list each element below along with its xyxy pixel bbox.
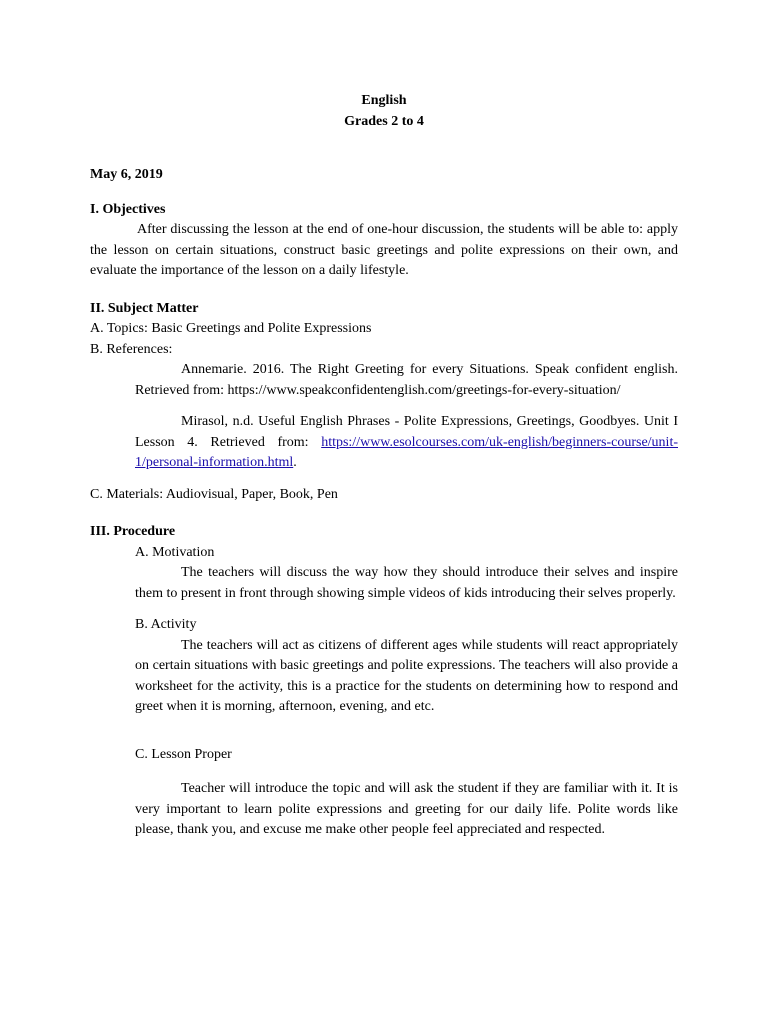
subject-matter-heading: II. Subject Matter: [90, 300, 199, 316]
topics-line: A. Topics: Basic Greetings and Polite Expressions: [90, 321, 372, 336]
motivation-text: The teachers will discuss the way how they should introduce their selves and inspire them to present in front through showing simple videos of kids introducing their selves properly.: [135, 565, 678, 601]
references-label: B. References:: [90, 341, 173, 357]
reference-2-link[interactable]: https://www.esolcourses.com/uk-english/beginners-course/unit-1/personal-information.html: [135, 434, 678, 470]
motivation-label: A. Motivation: [135, 544, 215, 560]
materials-line: C. Materials: Audiovisual, Paper, Book, Pen: [90, 486, 338, 502]
activity-section: [90, 615, 678, 718]
document-date: May 6, 2019: [90, 167, 163, 182]
lesson-proper-text: Teacher will introduce the topic and will ask the student if they are familiar with it. It is very important to learn polite expressions and greeting for our daily life. Polite words like please, thank you, and excuse me make other people feel appreciated and respected.: [135, 781, 678, 837]
document-grades: Grades 2 to 4: [344, 113, 424, 129]
lesson-proper-label: C. Lesson Proper: [135, 746, 232, 762]
procedure-heading: III. Procedure: [90, 524, 176, 539]
reference-1: Annemarie. 2016. The Right Greeting for every Situations. Speak confident english. Retrieved from: https://www.speakconfidentenglish.com/greetings-for-every-situation/: [135, 362, 678, 398]
reference-2-text: Mirasol, n.d. Useful English Phrases - Polite Expressions, Greetings, Goodbyes. Unit I Lesson 4. Retrieved from:: [135, 414, 678, 450]
document-subject: English: [361, 93, 407, 108]
objectives-heading: I. Objectives: [90, 201, 166, 217]
references-list: [90, 360, 678, 474]
activity-text: The teachers will act as citizens of different ages while students will react appropriately on certain situations with basic greetings and polite expressions. The teachers will also provide a worksheet for the activity, this is a practice for the students on determining how to respond and greet when it is morning, afternoon, evening, and etc.: [135, 637, 678, 714]
motivation-section: [90, 543, 678, 605]
reference-2-end: .: [293, 455, 297, 470]
objectives-text: After discussing the lesson at the end of one-hour discussion, the students will be able to: apply the lesson on certain situations, construct basic greetings and polite expressions on their own, and evaluate the importance of the lesson on a daily lifestyle.: [90, 222, 678, 278]
reference-2: [135, 412, 678, 474]
lesson-proper-section: [90, 745, 678, 841]
activity-label: B. Activity: [135, 617, 197, 632]
